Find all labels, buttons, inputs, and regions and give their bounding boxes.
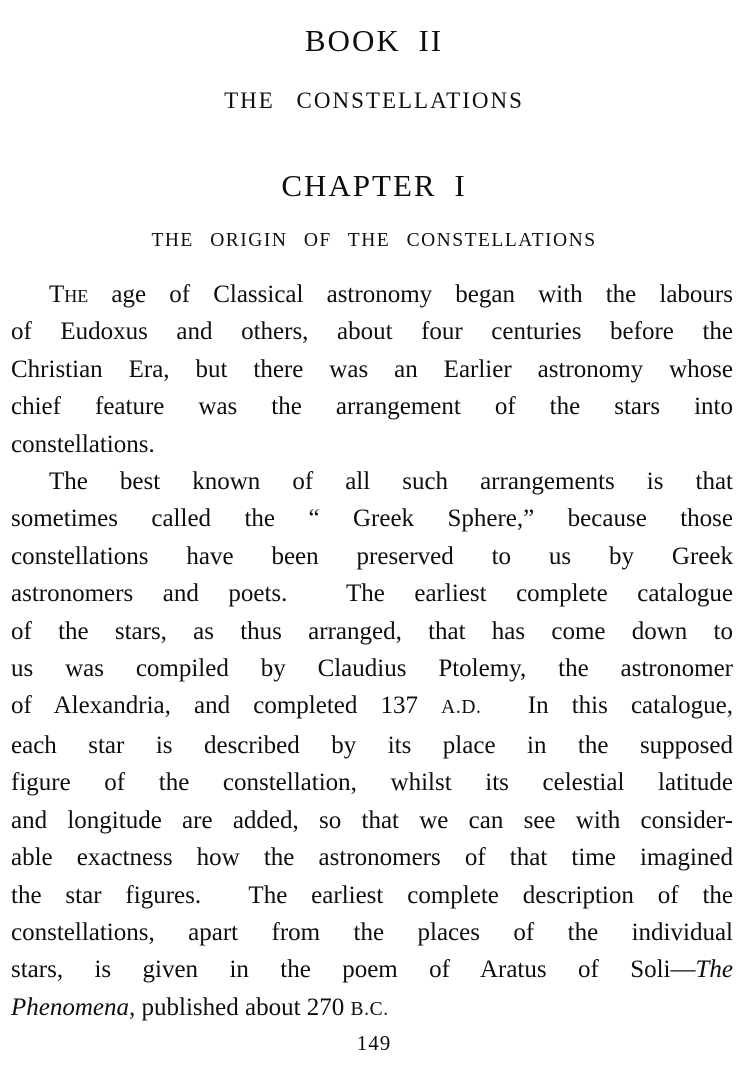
text-line: [11, 989, 733, 1028]
text-segment: sometimes called the “ Greek Sphere,” because those: [11, 505, 733, 533]
text-segment: Christian Era, but there was an Earlier astronomy whose: [11, 355, 733, 383]
text-line: [11, 276, 733, 313]
text-segment-italic: Phenomena,: [11, 993, 136, 1021]
text-segment: published about 270: [135, 993, 351, 1021]
paragraph: [11, 276, 733, 463]
page-number: 149: [356, 1031, 392, 1055]
text-segment: each star is described by its place in the supposed: [11, 731, 733, 759]
chapter-subtitle: THE ORIGIN OF THE CONSTELLATIONS: [151, 230, 597, 251]
text-segment: the star figures. The earliest complete description of the: [11, 881, 733, 909]
text-segment: stars, is given in the poem of Aratus of Soli—: [11, 956, 696, 984]
text-line: [11, 500, 733, 537]
book-subtitle: THE CONSTELLATIONS: [224, 88, 524, 113]
text-line: [11, 351, 733, 388]
text-segment: of the stars, as thus arranged, that has come down to: [11, 617, 733, 645]
text-segment: constellations, apart from the places of the individual: [11, 918, 733, 946]
text-segment-abbr: B.C.: [350, 998, 389, 1020]
text-segment: In this catalogue,: [481, 692, 733, 720]
text-line: [11, 575, 733, 612]
text-line: [11, 613, 733, 650]
text-segment-smallcaps: The: [49, 281, 89, 308]
text-segment-abbr: A.D.: [441, 697, 482, 719]
text-line: [11, 764, 733, 801]
text-line: [11, 538, 733, 575]
text-line: [11, 313, 733, 350]
text-line: [11, 914, 733, 951]
text-segment: of Alexandria, and completed 137: [11, 692, 442, 720]
chapter-title: CHAPTER I: [281, 168, 467, 203]
book-title: BOOK II: [304, 23, 444, 58]
text-segment: astronomers and poets. The earliest complete catalogue: [11, 580, 733, 608]
text-line: [11, 463, 733, 500]
text-segment: chief feature was the arrangement of the stars into: [11, 393, 733, 421]
text-segment: of Eudoxus and others, about four centuries before the: [11, 318, 733, 346]
text-segment: constellations have been preserved to us by Greek: [11, 542, 733, 570]
text-segment-italic: The: [695, 956, 733, 984]
text-line: [11, 951, 733, 988]
text-line: [11, 687, 733, 726]
text-line: [11, 839, 733, 876]
paragraph: [11, 463, 733, 1028]
text-segment: The best known of all such arrangements is that: [49, 468, 733, 496]
text-segment: able exactness how the astronomers of that time imagined: [11, 844, 733, 872]
text-segment: figure of the constellation, whilst its celestial latitude: [11, 769, 733, 797]
text-line: [11, 877, 733, 914]
text-segment: age of Classical astronomy began with the labours: [88, 281, 733, 308]
text-segment: constellations.: [11, 430, 155, 458]
text-segment: us was compiled by Claudius Ptolemy, the astronomer: [11, 655, 733, 683]
text-line: [11, 426, 733, 463]
body-text: [11, 276, 733, 1028]
text-line: [11, 388, 733, 425]
text-line: [11, 650, 733, 687]
text-line: [11, 727, 733, 764]
text-line: [11, 802, 733, 839]
text-segment: and longitude are added, so that we can see with consider-: [11, 806, 733, 834]
